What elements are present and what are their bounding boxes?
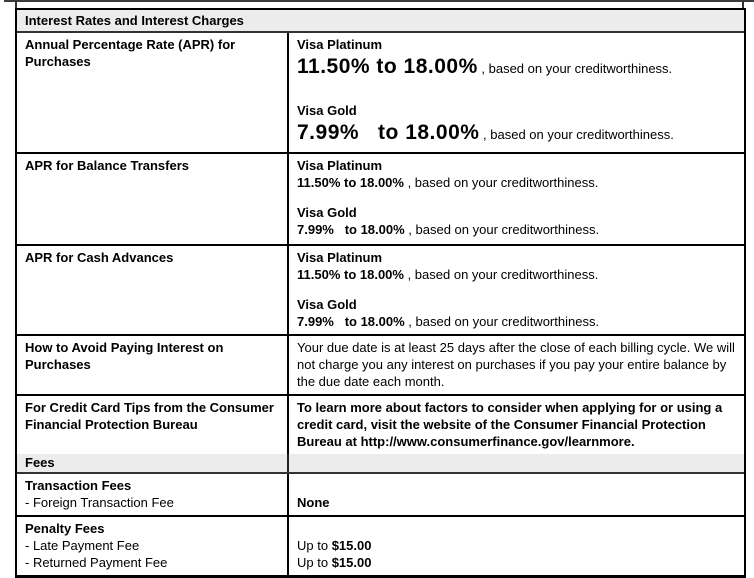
fee-item-label: - Returned Payment Fee xyxy=(25,555,168,570)
line-spacer xyxy=(297,520,736,537)
row-avoid-interest xyxy=(17,334,744,394)
rate-value: 7.99% to 18.00% xyxy=(297,121,480,144)
penalty-fees-values xyxy=(289,517,744,575)
apr-purchases-label: Annual Percentage Rate (APR) for Purchases xyxy=(17,33,289,152)
rate-line xyxy=(297,221,736,238)
cfpb-tips-text: To learn more about factors to consider when applying for or using a credit card, visit the website of the Consumer Financial Protection Bureau at http://www.consumerfinance.gov/learnmore. xyxy=(297,400,723,449)
product-name: Visa Gold xyxy=(297,205,357,220)
fee-value: None xyxy=(297,495,330,510)
fee-group-label: Penalty Fees xyxy=(25,521,105,536)
product-name: Visa Gold xyxy=(297,297,357,312)
product-name: Visa Gold xyxy=(297,103,357,118)
rate-value: 11.50% to 18.00% xyxy=(297,175,404,190)
row-apr-purchases xyxy=(17,33,744,152)
rate-line xyxy=(297,313,736,330)
penalty-fees-labels xyxy=(17,517,289,575)
product-block-visa-platinum xyxy=(297,36,736,82)
row-penalty-fees xyxy=(17,515,744,575)
fee-item-label: - Foreign Transaction Fee xyxy=(25,495,174,510)
fee-item-label: - Late Payment Fee xyxy=(25,538,140,553)
cfpb-tips-label: For Credit Card Tips from the Consumer Financial Protection Bureau xyxy=(17,396,289,454)
transaction-fees-labels xyxy=(17,474,289,515)
rate-suffix: , based on your creditworthiness. xyxy=(403,175,599,190)
product-block-visa-platinum xyxy=(297,249,736,283)
apr-purchases-value xyxy=(289,33,744,152)
rate-value: 7.99% to 18.00% xyxy=(297,314,405,329)
section-header-interest-rates xyxy=(17,10,744,33)
line-spacer xyxy=(297,477,736,494)
apr-cash-advances-label: APR for Cash Advances xyxy=(17,246,289,334)
rate-suffix: , based on your creditworthiness. xyxy=(403,267,599,282)
fee-value-line xyxy=(297,537,736,554)
row-apr-cash-advances xyxy=(17,244,744,334)
row-cfpb-tips xyxy=(17,394,744,454)
rate-suffix: , based on your creditworthiness. xyxy=(477,61,673,76)
rate-value: 11.50% to 18.00% xyxy=(297,267,404,282)
rate-line xyxy=(297,119,736,148)
rate-suffix: , based on your creditworthiness. xyxy=(404,222,600,237)
apr-balance-transfers-value xyxy=(289,154,744,244)
fee-value: $15.00 xyxy=(331,538,372,553)
fee-value: $15.00 xyxy=(331,555,372,570)
rate-line xyxy=(297,266,736,283)
fee-group-label: Transaction Fees xyxy=(25,478,132,493)
fee-value-prefix: Up to xyxy=(297,538,332,553)
rate-line xyxy=(297,53,736,82)
page-top-rule xyxy=(4,0,754,2)
product-name: Visa Platinum xyxy=(297,37,383,52)
avoid-interest-label: How to Avoid Paying Interest on Purchases xyxy=(17,336,289,394)
section-header-interest-rates-title: Interest Rates and Interest Charges xyxy=(25,13,244,28)
section-header-fees-title: Fees xyxy=(17,454,289,472)
apr-balance-transfers-label: APR for Balance Transfers xyxy=(17,154,289,244)
product-block-visa-gold xyxy=(297,204,736,238)
product-name: Visa Platinum xyxy=(297,250,383,265)
product-block-visa-gold xyxy=(297,296,736,330)
fee-value-line xyxy=(297,494,736,511)
apr-cash-advances-value xyxy=(289,246,744,334)
avoid-interest-text: Your due date is at least 25 days after the close of each billing cycle. We will not charge you any interest on purchases if you pay your entire balance by the due date each month. xyxy=(297,340,735,389)
rate-value: 7.99% to 18.00% xyxy=(297,222,405,237)
product-block-visa-gold xyxy=(297,102,736,148)
product-block-visa-platinum xyxy=(297,157,736,191)
fees-header-empty-cell xyxy=(289,454,744,472)
disclosure-table xyxy=(15,8,746,578)
transaction-fees-values xyxy=(289,474,744,515)
rate-line xyxy=(297,174,736,191)
fee-value-prefix: Up to xyxy=(297,555,332,570)
section-header-fees xyxy=(17,454,744,474)
product-name: Visa Platinum xyxy=(297,158,383,173)
row-apr-balance-transfers xyxy=(17,152,744,244)
rate-suffix: , based on your creditworthiness. xyxy=(479,127,674,142)
row-transaction-fees xyxy=(17,474,744,515)
fee-value-line xyxy=(297,554,736,571)
rate-value: 11.50% to 18.00% xyxy=(297,55,478,78)
rate-suffix: , based on your creditworthiness. xyxy=(404,314,600,329)
